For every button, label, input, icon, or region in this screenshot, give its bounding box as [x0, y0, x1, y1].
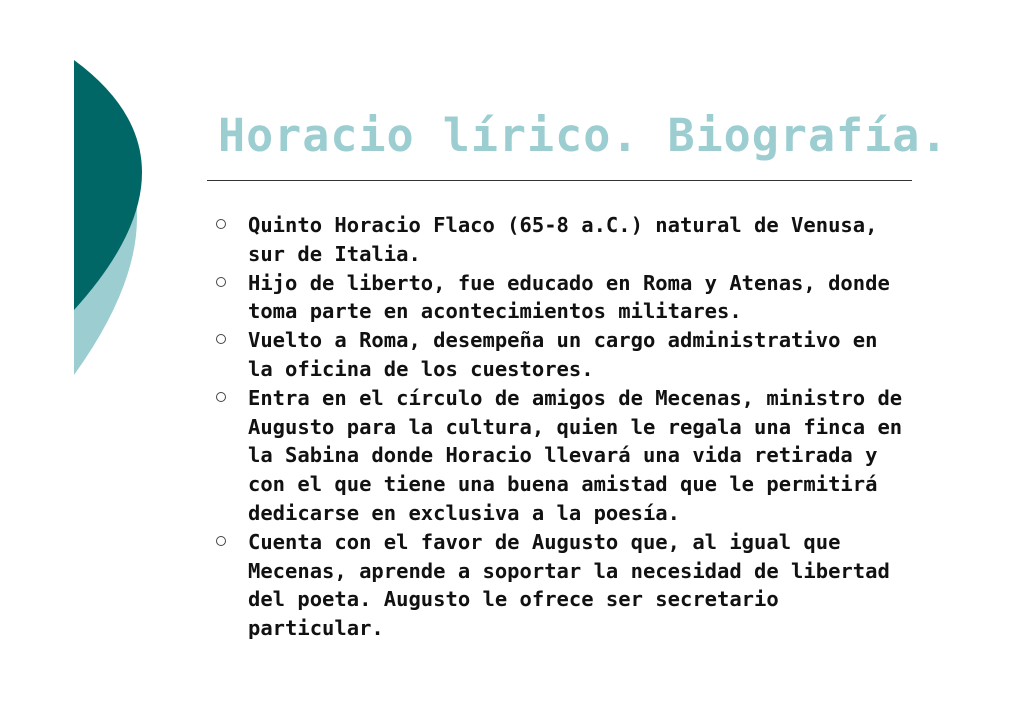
bullet-text: Vuelto a Roma, desempeña un cargo administrativo en la oficina de los cuestores.	[248, 328, 878, 381]
bullet-text: Quinto Horacio Flaco (65-8 a.C.) natural de Venusa, sur de Italia.	[248, 213, 878, 266]
circle-bullet-icon	[216, 392, 226, 402]
bullet-item	[214, 326, 904, 384]
bullet-item	[214, 269, 904, 327]
decorative-shapes	[0, 0, 200, 400]
bullet-item	[214, 528, 904, 643]
bullet-item	[214, 384, 904, 528]
bullet-text: Cuenta con el favor de Augusto que, al igual que Mecenas, aprende a soportar la necesidad de libertad del poeta. Augusto le ofrece ser secretario particular.	[248, 529, 890, 641]
bullet-text: Entra en el círculo de amigos de Mecenas, ministro de Augusto para la cultura, quien le regala una finca en la Sabina donde Horacio llevará una vida retirada y con el que tiene una buena amistad que le permitirá dedicarse en exclusiva a la poesía.	[248, 385, 903, 525]
bullet-list	[214, 211, 904, 643]
circle-bullet-icon	[216, 334, 226, 344]
circle-bullet-icon	[216, 219, 226, 229]
title-divider	[207, 180, 912, 181]
circle-bullet-icon	[216, 536, 226, 546]
bullet-text: Hijo de liberto, fue educado en Roma y Atenas, donde toma parte en acontecimientos militares.	[248, 270, 890, 324]
circle-bullet-icon	[216, 277, 226, 287]
bullet-item	[214, 211, 904, 269]
slide-title: Horacio lírico. Biografía.	[218, 109, 949, 162]
